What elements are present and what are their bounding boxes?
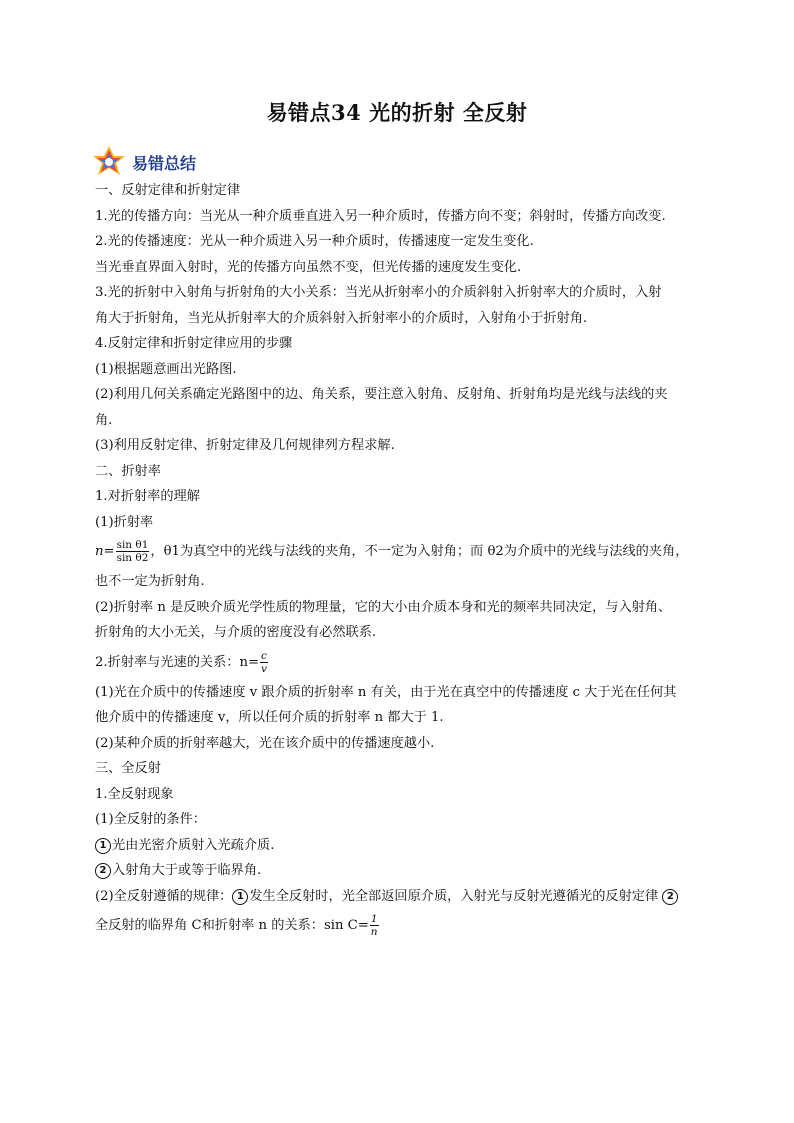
document-body — [95, 178, 705, 943]
star-logo-icon — [92, 145, 126, 179]
page-title: 易错点34 光的折射 全反射 — [266, 100, 528, 125]
paragraph: 1.光的传播方向：当光从一种介质垂直进入另一种介质时，传播方向不变；斜射时，传播方向改变. — [95, 208, 666, 224]
circled-number: 2 — [662, 889, 678, 905]
formula-explanation: ，θ1为真空中的光线与法线的夹角，不一定为入射角；而 θ2为介质中的光线与法线的夹角， — [150, 544, 689, 559]
fraction-denominator: n — [370, 926, 378, 938]
fraction-numerator: c — [261, 649, 267, 662]
paragraph: 全反射的临界角 C和折射率 n 的关系：sin C= — [95, 918, 369, 933]
paragraph: 他介质中的传播速度 v，所以任何介质的折射率 n 都大于 1. — [95, 710, 444, 725]
list-item-text: 光由光密介质射入光疏介质. — [112, 837, 275, 853]
paragraph: 1.全反射现象 — [95, 786, 174, 802]
section-heading: 一、反射定律和折射定律 — [95, 183, 241, 198]
rule-text: 发生全反射时，光全部返回原介质，入射光与反射光遵循光的反射定律 — [249, 888, 659, 904]
formula-line — [95, 909, 705, 943]
formula-equals: = — [103, 544, 115, 559]
paragraph: 也不一定为折射角. — [95, 574, 205, 589]
paragraph: (2)利用几何关系确定光路图中的边、角关系，要注意入射角、反射角、折射角均是光线与法线的夹 — [95, 387, 668, 402]
paragraph: (1)折射率 — [95, 514, 154, 530]
paragraph: (1)根据题意画出光路图. — [95, 361, 237, 377]
paragraph: 当光垂直界面入射时，光的传播方向虽然不变，但光传播的速度发生变化. — [95, 259, 522, 275]
paragraph: 1.对折射率的理解 — [95, 489, 200, 504]
paragraph — [95, 884, 705, 910]
list-item — [95, 833, 705, 859]
fraction — [260, 650, 268, 675]
fraction-numerator: sin θ1 — [116, 539, 149, 551]
paragraph: 2.光的传播速度：光从一种介质进入另一种介质时，传播速度一定发生变化. — [95, 234, 534, 249]
paragraph: 角大于折射角，当光从折射率大的介质斜射入折射率小的介质时，入射角小于折射角. — [95, 310, 588, 326]
section-heading: 三、全反射 — [95, 761, 161, 776]
circled-number: 1 — [232, 889, 248, 905]
list-item-text: 入射角大于或等于临界角. — [112, 863, 262, 878]
formula-symbol: n — [95, 544, 104, 559]
paragraph: 3.光的折射中入射角与折射角的大小关系：当光从折射率小的介质斜射入折射率大的介质时，入射 — [95, 285, 662, 300]
paragraph: (2)某种介质的折射率越大，光在该介质中的传播速度越小. — [95, 735, 435, 751]
fraction-numerator: 1 — [370, 913, 378, 925]
paragraph: (3)利用反射定律、折射定律及几何规律列方程求解. — [95, 438, 395, 453]
rule-lead: (2)全反射遵循的规律： — [95, 888, 233, 904]
formula-line — [95, 535, 705, 569]
paragraph: 2.折射率与光速的关系：n= — [95, 654, 259, 670]
circled-number: 1 — [95, 838, 111, 854]
fraction — [370, 913, 379, 938]
paragraph: 角. — [95, 412, 113, 428]
paragraph: (1)光在介质中的传播速度 v 跟介质的折射率 n 有关，由于光在真空中的传播速度 c 大于光在任何其 — [95, 684, 677, 700]
fraction-denominator: sin θ2 — [116, 552, 149, 564]
formula-line — [95, 646, 705, 680]
section-heading: 二、折射率 — [95, 463, 161, 479]
banner-label: 易错总结 — [132, 153, 197, 173]
paragraph: 4.反射定律和折射定律应用的步骤 — [95, 336, 293, 351]
paragraph: (2)折射率 n 是反映介质光学性质的物理量，它的大小由介质本身和光的频率共同决定，与入射角、 — [95, 599, 672, 615]
fraction — [116, 539, 150, 564]
paragraph: (1)全反射的条件： — [95, 812, 206, 827]
list-item — [95, 858, 705, 884]
paragraph: 折射角的大小无关，与介质的密度没有必然联系. — [95, 625, 377, 640]
fraction-denominator: v — [261, 662, 267, 675]
section-banner — [92, 145, 196, 179]
circled-number: 2 — [95, 863, 111, 879]
